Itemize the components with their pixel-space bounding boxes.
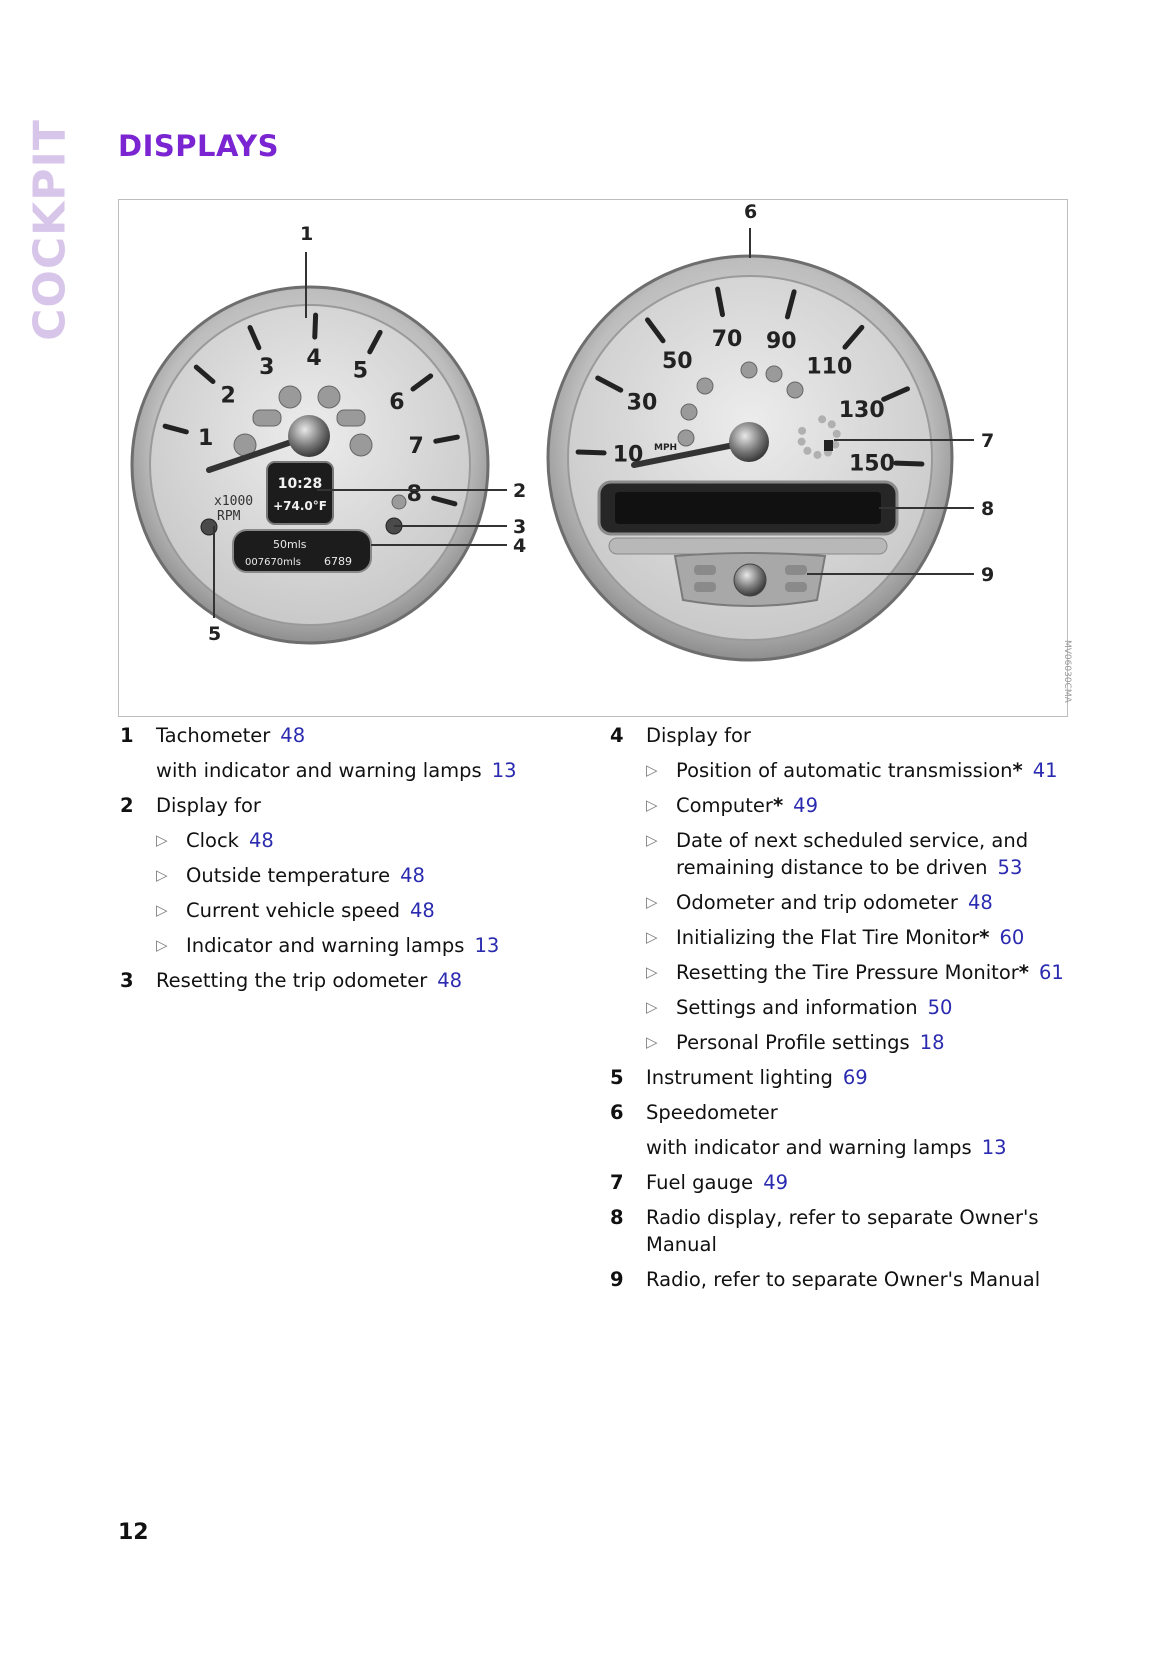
tacho-tick-label: 3 bbox=[259, 355, 275, 381]
clock-readout: 10:28 bbox=[277, 476, 323, 492]
optional-equipment-star: * bbox=[1018, 961, 1029, 984]
bullet-triangle-icon: ▷ bbox=[646, 928, 658, 946]
legend-item-text: with indicator and warning lamps bbox=[156, 759, 482, 782]
legend-item-line bbox=[156, 757, 578, 784]
tachometer-gauge bbox=[132, 287, 488, 643]
bullet-triangle-icon: ▷ bbox=[646, 1033, 658, 1051]
legend-item-text: Display for bbox=[646, 724, 751, 747]
legend-subitem bbox=[646, 889, 1078, 916]
speedo-lamp-5-icon bbox=[678, 430, 694, 446]
page-reference-link[interactable]: 41 bbox=[1032, 759, 1058, 782]
speedo-tick bbox=[896, 463, 922, 464]
bullet-triangle-icon: ▷ bbox=[156, 866, 168, 884]
speedo-tick-label: 90 bbox=[765, 329, 797, 355]
legend-subitem-text: Initializing the Flat Tire Monitor bbox=[676, 926, 980, 949]
callout-5: 5 bbox=[208, 623, 222, 645]
turn-right-lamp-icon bbox=[350, 434, 372, 456]
legend-left-column bbox=[118, 722, 578, 1002]
legend-subitem-text: Personal Profile settings bbox=[676, 1031, 910, 1054]
page-reference-link[interactable]: 13 bbox=[981, 1136, 1007, 1159]
speedo-tick bbox=[578, 452, 604, 453]
legend-item-line bbox=[646, 1266, 1078, 1293]
legend-item-line bbox=[646, 1099, 1078, 1126]
speedometer-gauge bbox=[548, 256, 952, 660]
radio-button-strip bbox=[609, 538, 887, 554]
tacho-tick-label: 6 bbox=[389, 389, 405, 415]
callout-6: 6 bbox=[744, 201, 758, 223]
page-reference-link[interactable]: 48 bbox=[437, 969, 463, 992]
optional-equipment-star: * bbox=[979, 926, 990, 949]
page-reference-link[interactable]: 53 bbox=[997, 856, 1023, 879]
legend-subitem-text: Settings and information bbox=[676, 996, 918, 1019]
page-reference-link[interactable]: 50 bbox=[927, 996, 953, 1019]
tacho-unit-1: x1000 bbox=[214, 494, 254, 509]
speedo-tick-label: 130 bbox=[838, 397, 885, 423]
page-reference-link[interactable]: 18 bbox=[919, 1031, 945, 1054]
speedo-lamp-top-icon bbox=[741, 362, 757, 378]
tacho-tick-label: 5 bbox=[352, 358, 369, 384]
page-reference-link[interactable]: 13 bbox=[491, 759, 517, 782]
callout-9: 9 bbox=[981, 564, 995, 586]
legend-subitem bbox=[646, 757, 1078, 784]
tacho-tick-label: 8 bbox=[406, 481, 422, 507]
speedo-tick-label: 30 bbox=[626, 390, 658, 416]
legend-subitem-text: Resetting the Tire Pressure Monitor bbox=[676, 961, 1019, 984]
legend-subitem-text: Clock bbox=[186, 829, 239, 852]
legend-item bbox=[118, 792, 578, 959]
legend-item-line bbox=[646, 722, 1078, 749]
page-number: 12 bbox=[118, 1520, 149, 1545]
legend-item-number: 7 bbox=[610, 1171, 624, 1194]
page-reference-link[interactable]: 48 bbox=[248, 829, 274, 852]
legend-subitem bbox=[646, 924, 1078, 951]
legend-item-number: 3 bbox=[120, 969, 134, 992]
speedo-tick-label: 50 bbox=[661, 349, 693, 375]
legend-item bbox=[118, 722, 578, 784]
legend-right-column bbox=[608, 722, 1078, 1301]
page-reference-link[interactable]: 48 bbox=[967, 891, 993, 914]
figure-code: MV06030CMA bbox=[1062, 640, 1072, 703]
legend-item bbox=[608, 1266, 1078, 1293]
bullet-triangle-icon: ▷ bbox=[156, 901, 168, 919]
tacho-tick bbox=[315, 315, 316, 337]
page-reference-link[interactable]: 61 bbox=[1038, 961, 1064, 984]
legend-item-text: Radio display, refer to separate Owner's Manual bbox=[646, 1206, 1039, 1256]
legend-item bbox=[118, 967, 578, 994]
fuel-pump-icon bbox=[824, 440, 833, 451]
legend-item-line bbox=[646, 1169, 1078, 1196]
speedo-unit: MPH bbox=[654, 443, 678, 453]
bullet-triangle-icon: ▷ bbox=[646, 796, 658, 814]
page-reference-link[interactable]: 48 bbox=[400, 864, 425, 887]
callout-2: 2 bbox=[513, 480, 527, 502]
legend-item-number: 6 bbox=[610, 1101, 624, 1124]
page-reference-link[interactable]: 69 bbox=[842, 1066, 868, 1089]
bullet-triangle-icon: ▷ bbox=[646, 831, 658, 849]
legend-item bbox=[608, 1064, 1078, 1091]
legend-item-number: 5 bbox=[610, 1066, 624, 1089]
legend-item-number: 2 bbox=[120, 794, 134, 817]
legend-subitem-text: Odometer and trip odometer bbox=[676, 891, 958, 914]
legend-item-line bbox=[156, 722, 578, 749]
speedo-tick-label: 110 bbox=[806, 354, 853, 380]
clock-temp-display bbox=[267, 462, 333, 524]
legend-item bbox=[608, 722, 1078, 1056]
legend-item-line bbox=[646, 1134, 1078, 1161]
legend-subitem bbox=[646, 959, 1078, 986]
optional-equipment-star: * bbox=[1012, 759, 1023, 782]
tacho-unit-2: RPM bbox=[217, 509, 241, 524]
speedo-tick-label: 10 bbox=[612, 442, 644, 468]
legend-subitem-text: Indicator and warning lamps bbox=[186, 934, 465, 957]
hazard-lamp-icon bbox=[279, 386, 301, 408]
speedo-lamp-4-icon bbox=[681, 404, 697, 420]
light-lamp-icon bbox=[318, 386, 340, 408]
tacho-tick-label: 2 bbox=[220, 383, 236, 409]
legend-subitem bbox=[156, 897, 578, 924]
page-reference-link[interactable]: 48 bbox=[410, 899, 435, 922]
instrument-cluster-figure bbox=[118, 199, 1068, 717]
speedo-hub bbox=[729, 422, 769, 462]
brake-lamp-icon bbox=[253, 410, 281, 426]
legend-item-text: Display for bbox=[156, 794, 261, 817]
legend-subitem-text: Current vehicle speed bbox=[186, 899, 400, 922]
legend-item-text: Resetting the trip odometer bbox=[156, 969, 428, 992]
callout-1: 1 bbox=[300, 223, 314, 245]
bullet-triangle-icon: ▷ bbox=[646, 761, 658, 779]
callout-8: 8 bbox=[981, 498, 995, 520]
callout-3: 3 bbox=[513, 516, 527, 538]
legend-subitem bbox=[156, 862, 578, 889]
speedo-lamp-2-icon bbox=[766, 366, 782, 382]
bullet-triangle-icon: ▷ bbox=[156, 831, 168, 849]
legend-subitem bbox=[156, 827, 578, 854]
odometer-readout: 007670mls bbox=[245, 557, 301, 568]
callout-4: 4 bbox=[513, 535, 527, 557]
legend-subitem bbox=[646, 792, 1078, 819]
trip-readout: 6789 bbox=[324, 555, 352, 568]
speedo-lamp-3-icon bbox=[787, 382, 803, 398]
legend-item-number: 8 bbox=[610, 1206, 624, 1229]
radio-knob bbox=[734, 564, 766, 596]
page-title: DISPLAYS bbox=[118, 129, 280, 163]
fuel-gauge-dot bbox=[798, 427, 806, 435]
temperature-readout: +74.0°F bbox=[273, 499, 327, 513]
page-reference-link[interactable]: 49 bbox=[763, 1171, 789, 1194]
legend-subitem bbox=[646, 827, 1078, 881]
section-tab bbox=[24, 119, 76, 341]
legend-item-line bbox=[646, 1064, 1078, 1091]
bullet-triangle-icon: ▷ bbox=[646, 893, 658, 911]
section-tab-label: COCKPIT bbox=[24, 119, 76, 341]
legend-item-text: Fuel gauge bbox=[646, 1171, 754, 1194]
speedo-tick-label: 150 bbox=[848, 451, 895, 477]
page-reference-link[interactable]: 13 bbox=[474, 934, 500, 957]
legend-item-text: with indicator and warning lamps bbox=[646, 1136, 972, 1159]
tacho-tick-label: 4 bbox=[306, 346, 322, 372]
range-readout: 50mls bbox=[273, 538, 307, 551]
legend-subitem bbox=[646, 994, 1078, 1021]
legend-subitem-text: Outside temperature bbox=[186, 864, 391, 887]
speedo-lamp-1-icon bbox=[697, 378, 713, 394]
speedo-tick-label: 70 bbox=[711, 327, 743, 353]
fuel-gauge-dot bbox=[813, 451, 821, 459]
tacho-tick-label: 7 bbox=[408, 433, 424, 459]
legend-item-number: 1 bbox=[120, 724, 134, 747]
abs-lamp-icon bbox=[337, 410, 365, 426]
legend-subitem-text: Position of automatic transmission bbox=[676, 759, 1013, 782]
bullet-triangle-icon: ▷ bbox=[646, 998, 658, 1016]
legend-item-number: 9 bbox=[610, 1268, 624, 1291]
legend-item-line bbox=[156, 967, 578, 994]
callout-7: 7 bbox=[981, 430, 995, 452]
bullet-triangle-icon: ▷ bbox=[646, 963, 658, 981]
legend-item-number: 4 bbox=[610, 724, 624, 747]
legend-item-line bbox=[646, 1204, 1078, 1258]
legend-item-line bbox=[156, 792, 578, 819]
legend-item bbox=[608, 1204, 1078, 1258]
legend-subitem bbox=[156, 932, 578, 959]
page-reference-link[interactable]: 60 bbox=[999, 926, 1025, 949]
indicator-lamp-icon bbox=[392, 495, 406, 509]
page-reference-link[interactable]: 48 bbox=[280, 724, 306, 747]
legend-subitem-text: Date of next scheduled service, and remaining distance to be driven bbox=[676, 829, 1029, 879]
legend-item-text: Instrument lighting bbox=[646, 1066, 833, 1089]
optional-equipment-star: * bbox=[772, 794, 784, 817]
legend-item-text: Radio, refer to separate Owner's Manual bbox=[646, 1268, 1041, 1291]
legend-item bbox=[608, 1169, 1078, 1196]
bullet-triangle-icon: ▷ bbox=[156, 936, 168, 954]
tacho-tick-label: 1 bbox=[198, 426, 214, 452]
fuel-gauge-dot bbox=[833, 430, 841, 438]
tacho-hub bbox=[288, 415, 330, 457]
legend-item-text: Tachometer bbox=[156, 724, 271, 747]
page-reference-link[interactable]: 49 bbox=[793, 794, 818, 817]
legend-item bbox=[608, 1099, 1078, 1161]
fuel-gauge-dot bbox=[798, 438, 806, 446]
instrument-cluster-illustration bbox=[119, 200, 1067, 716]
legend-item-text: Speedometer bbox=[646, 1101, 778, 1124]
fuel-gauge-dot bbox=[818, 415, 826, 423]
fuel-gauge-dot bbox=[803, 447, 811, 455]
legend-subitem-text: Computer bbox=[676, 794, 773, 817]
legend-subitem bbox=[646, 1029, 1078, 1056]
fuel-gauge-dot bbox=[828, 420, 836, 428]
